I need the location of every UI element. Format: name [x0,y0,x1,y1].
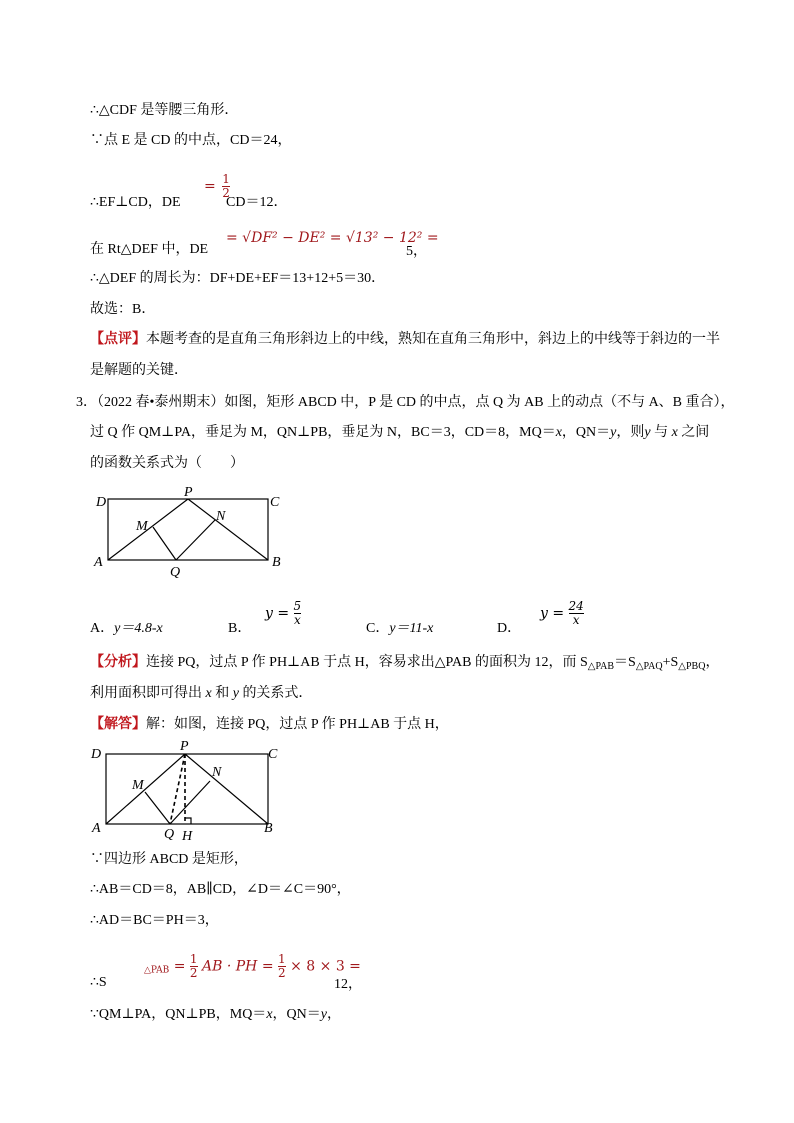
label-c: C [268,747,278,762]
text-segment: 过 Q 作 QM⊥PA，垂足为 M，QN⊥PB，垂足为 N，BC＝3，CD＝8，MQ＝ [90,425,556,440]
segment-qm [153,527,176,560]
label-b: B [264,821,273,836]
equals-sign: = [204,178,216,195]
segment-ap [108,499,188,560]
text-segment: 和 [211,686,233,701]
var-y: y [644,425,651,440]
label-q: Q [164,827,175,842]
solution-line: ∴AD＝BC＝PH＝3， [90,913,219,928]
expression: × 8 × 3 = [290,958,361,975]
subscript: △PBQ [678,661,706,672]
var-y: y [320,1007,327,1022]
sqrt-expression: = √DF² − DE² = √13² − 12² = [226,230,439,246]
area-formula [144,953,361,980]
option-c-text: y＝11-x [389,621,434,636]
var-x: x [671,425,678,440]
text-segment: 解：如图，连接 PQ，过点 P 作 PH⊥AB 于点 H， [146,717,449,732]
expression: AB · PH = [202,958,274,975]
var-x: x [205,686,212,701]
option-c [366,619,433,639]
text-line: 故选：B． [90,302,156,317]
rectangle-figure-1 [88,484,298,580]
question-line: 3．（2022 春•泰州期末）如图，矩形 ABCD 中，P 是 CD 的中点，点 Q 为 AB 上的动点（不与 A、B 重合）， [76,395,735,410]
label-p: P [184,485,193,500]
text-line: ∵点 E 是 CD 的中点，CD＝24， [90,133,292,148]
option-d-formula [540,600,584,627]
solution-line: 12， [334,977,362,992]
text-line: CD＝12． [226,195,288,210]
analysis-line [90,653,719,677]
segment-ap [106,754,185,824]
label-c: C [270,495,280,510]
analysis-line [90,684,312,704]
label-n: N [212,765,222,780]
question-line [90,423,709,443]
option-a-label: A． [90,621,115,636]
label-b: B [272,555,281,570]
solution-tag: 【解答】 [90,717,146,732]
subscript: △PAB [144,965,170,976]
segment-pb [185,754,268,824]
fraction-numerator: 1 [189,952,198,966]
text-line: 在 Rt△DEF 中，DE [90,242,209,257]
text-segment: 之间 [677,425,710,440]
analysis-tag: 【分析】 [90,655,146,670]
label-n: N [216,509,226,524]
question-line: 的函数关系式为（ ） [90,456,244,471]
segment-qn [176,520,215,560]
var-y: y [232,686,239,701]
comment-line [90,330,720,350]
fraction [294,600,302,627]
label-h: H [182,829,193,843]
label-a: A [92,821,101,836]
text-segment: 连接 PQ，过点 P 作 PH⊥AB 于点 H，容易求出△PAB 的面积为 12，而 S [146,655,588,670]
comment-tag: 【点评】 [90,332,146,347]
solution-line: ∴S [90,975,107,990]
rect-abcd [106,754,268,824]
option-a [90,619,163,639]
solution-line [90,715,449,735]
var-y: y [610,425,617,440]
text-segment: ， [705,655,720,670]
comment-line: 是解题的关键． [90,363,188,378]
label-m: M [132,778,144,793]
comment-text: 本题考查的是直角三角形斜边上的中线，熟知在直角三角形中，斜边上的中线等于斜边的一半 [146,332,720,347]
var-x: x [555,425,562,440]
text-segment: ∵QM⊥PA，QN⊥PB，MQ＝ [90,1007,267,1022]
var-x: x [266,1007,273,1022]
text-segment: 的关系式． [238,686,313,701]
text-segment: ，则 [616,425,645,440]
option-b-formula [265,600,301,627]
solution-line: ∴AB＝CD＝8，AB∥CD，∠D＝∠C＝90°， [90,882,351,897]
label-a: A [94,555,103,570]
text-line: ∴△DEF 的周长为：DF+DE+EF＝13+12+5＝30． [90,271,386,286]
solution-line [90,1005,341,1025]
fraction-numerator: 5 [293,599,302,613]
option-d-label: D． [497,621,522,636]
equals-sign: = [173,958,186,975]
option-a-text: y＝4.8-x [114,621,163,636]
label-m: M [136,519,148,534]
fraction-numerator: 24 [568,599,584,613]
right-angle-mark [185,818,191,824]
label-d: D [96,495,107,510]
text-line: ∴EF⊥CD，DE [90,195,181,210]
label-p: P [180,739,189,754]
option-c-label: C． [366,621,390,636]
subscript: △PAQ [635,661,663,672]
fraction-denominator: x [572,613,580,627]
text-segment: ＝S [614,655,636,670]
segment-qm [145,792,170,824]
text-line: ∴△CDF 是等腰三角形． [90,103,239,118]
rect-abcd [108,499,268,560]
fraction-denominator: 2 [222,186,230,200]
text-segment: +S [662,655,679,670]
fraction-numerator: 1 [278,952,286,966]
fraction [278,953,286,980]
fraction-numerator: 1 [222,172,230,186]
solution-line: ∵四边形 ABCD 是矩形， [90,852,248,867]
text-segment: ，QN＝ [561,425,611,440]
text-segment: ， [326,1007,341,1022]
option-b-lhs: y = [265,605,290,622]
fraction [569,600,584,627]
option-b-label: B． [228,621,252,636]
text-segment: ，QN＝ [272,1007,321,1022]
text-segment: 与 [650,425,672,440]
fraction [190,953,198,980]
fraction-denominator: x [293,613,301,627]
rectangle-figure-2 [88,738,288,843]
fraction-denominator: 2 [278,966,286,980]
label-d: D [91,747,102,762]
segment-pb [188,499,268,560]
option-d-lhs: y = [540,605,565,622]
subscript: △PAB [587,661,615,672]
label-q: Q [170,565,181,580]
text-line: 5， [406,244,427,259]
fraction-denominator: 2 [189,966,198,980]
text-segment: 利用面积即可得出 [90,686,206,701]
